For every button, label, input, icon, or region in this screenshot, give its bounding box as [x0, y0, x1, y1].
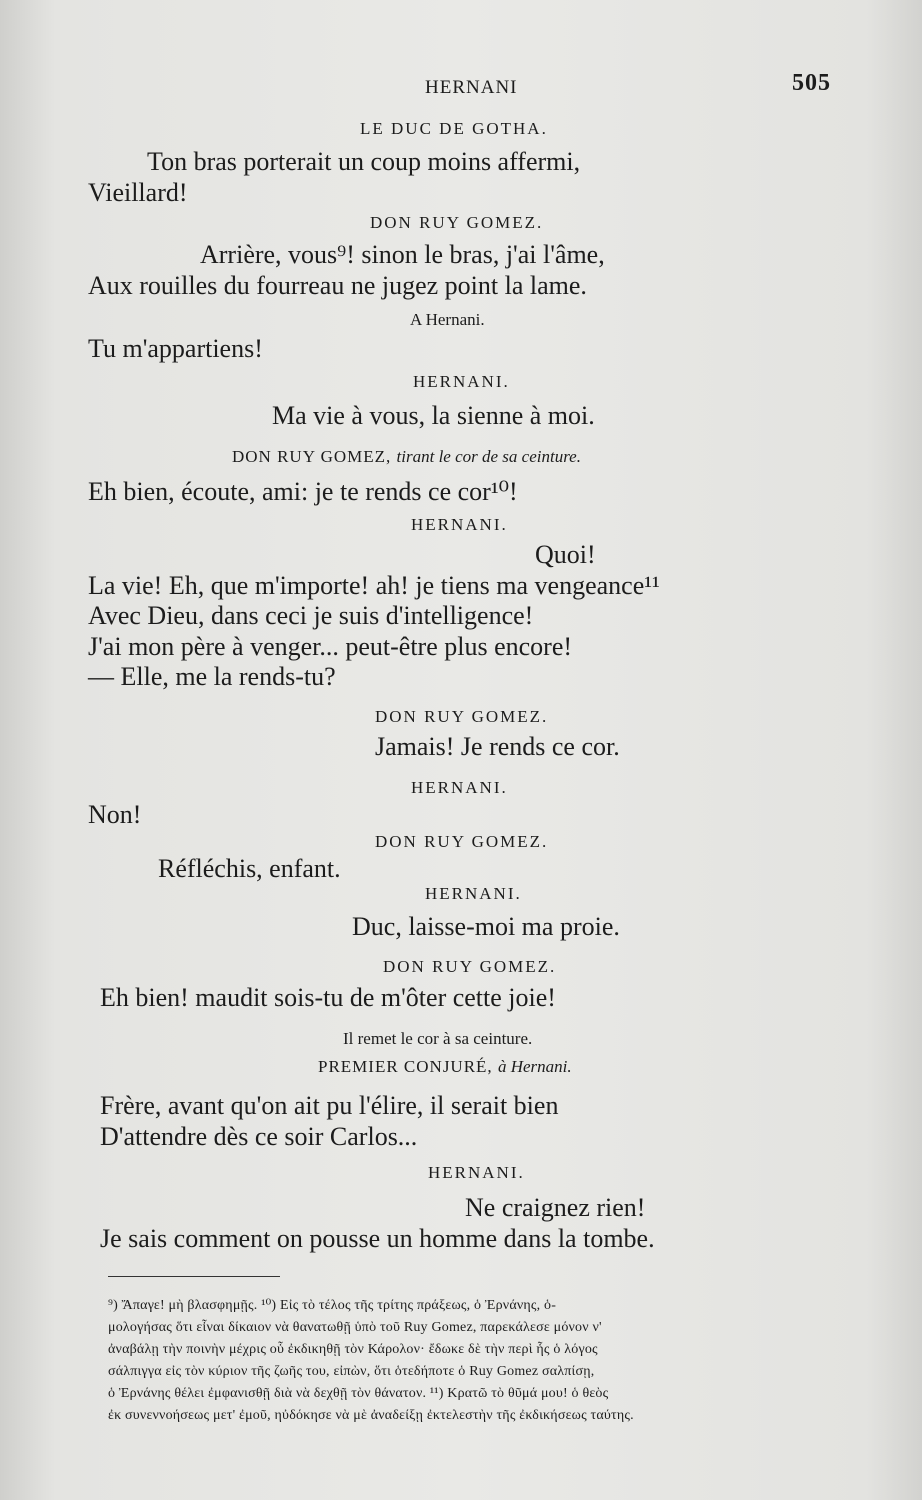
footnote-line: σάλπιγγα εἰς τὸν κύριον τῆς ζωῆς του, εἰπὼν, ὅτι ὁτεδήποτε ὁ Ruy Gomez σαλπίσῃ,	[108, 1364, 595, 1379]
speaker-name: LE DUC DE GOTHA.	[360, 119, 548, 138]
verse-line: — Elle, me la rends-tu?	[88, 662, 336, 691]
verse-line: Vieillard!	[88, 178, 188, 207]
verse-line: D'attendre dès ce soir Carlos...	[100, 1122, 418, 1151]
verse-line: Tu m'appartiens!	[88, 334, 263, 363]
footnote-rule	[108, 1276, 280, 1277]
speaker-name: HERNANI.	[428, 1163, 525, 1182]
verse-line: Réfléchis, enfant.	[158, 854, 341, 883]
page-number: 505	[792, 70, 831, 96]
verse-line: Frère, avant qu'on ait pu l'élire, il serait bien	[100, 1091, 559, 1120]
verse-line: J'ai mon père à venger... peut-être plus encore!	[88, 632, 573, 661]
footnote-line: ἐκ συνεννοήσεως μετ' ἐμοῦ, ηὐδόκησε νὰ μὲ ἀναδείξῃ ἐκτελεστὴν τῆς ἐκδικήσεως ταύτης.	[108, 1408, 634, 1423]
verse-line: Je sais comment on pousse un homme dans la tombe.	[100, 1224, 655, 1253]
speaker-name: PREMIER CONJURÉ,	[318, 1057, 498, 1076]
speaker-name: DON RUY GOMEZ.	[370, 213, 544, 232]
speaker-name: HERNANI.	[413, 372, 510, 391]
speaker-name: DON RUY GOMEZ.	[383, 957, 557, 976]
speaker-name: DON RUY GOMEZ.	[375, 832, 549, 851]
speaker-name: HERNANI.	[425, 884, 522, 903]
verse-line: Ne craignez rien!	[465, 1193, 646, 1222]
verse-line: Duc, laisse-moi ma proie.	[352, 912, 620, 941]
speaker-with-direction	[232, 448, 581, 465]
speaker-with-direction	[318, 1058, 572, 1075]
speaker-name: DON RUY GOMEZ,	[232, 447, 397, 466]
footnote-line: ἀναβάλῃ τὴν ποινὴν μέχρις οὗ ἐκδικηθῇ τὸν Κάρολον· ἔδωκε δὲ τὴν περὶ ἧς ὁ λόγος	[108, 1342, 598, 1357]
footnote-line: μολογήσας ὅτι εἶναι δίκαιον νὰ θανατωθῇ ὑπὸ τοῦ Ruy Gomez, παρεκάλεσε μόνον ν'	[108, 1320, 602, 1335]
verse-line: Ma vie à vous, la sienne à moi.	[272, 401, 595, 430]
stage-direction: A Hernani.	[410, 310, 485, 329]
verse-line: Non!	[88, 800, 142, 829]
stage-direction: Il remet le cor à sa ceinture.	[343, 1029, 533, 1048]
verse-line: Eh bien, écoute, ami: je te rends ce cor¹⁰!	[88, 477, 518, 506]
speaker-name: DON RUY GOMEZ.	[375, 707, 549, 726]
verse-line: Aux rouilles du fourreau ne jugez point la lame.	[88, 271, 587, 300]
running-title: HERNANI	[425, 77, 518, 98]
verse-line: La vie! Eh, que m'importe! ah! je tiens ma vengeance¹¹	[88, 571, 660, 600]
verse-line: Arrière, vous⁹! sinon le bras, j'ai l'âme,	[200, 240, 605, 269]
verse-line: Ton bras porterait un coup moins affermi,	[147, 147, 581, 176]
stage-direction: à Hernani.	[497, 1057, 572, 1076]
verse-line: Quoi!	[535, 540, 596, 569]
speaker-name: HERNANI.	[411, 778, 508, 797]
footnote-line: ὁ Ἐρνάνης θέλει ἐμφανισθῇ διὰ νὰ δεχθῇ τὸν θάνατον. ¹¹) Κρατῶ τὸ θῦμά μου! ὁ θεὸς	[108, 1386, 609, 1401]
verse-line: Jamais! Je rends ce cor.	[375, 732, 620, 761]
verse-line: Avec Dieu, dans ceci je suis d'intelligence!	[88, 601, 534, 630]
speaker-name: HERNANI.	[411, 515, 508, 534]
footnote-line: ⁹) Ἄπαγε! μὴ βλασφημῇς. ¹⁰) Εἰς τὸ τέλος τῆς τρίτης πράξεως, ὁ Ἐρνάνης, ὁ-	[108, 1298, 557, 1313]
stage-direction: tirant le cor de sa ceinture.	[396, 447, 581, 466]
verse-line: Eh bien! maudit sois-tu de m'ôter cette joie!	[100, 983, 556, 1012]
